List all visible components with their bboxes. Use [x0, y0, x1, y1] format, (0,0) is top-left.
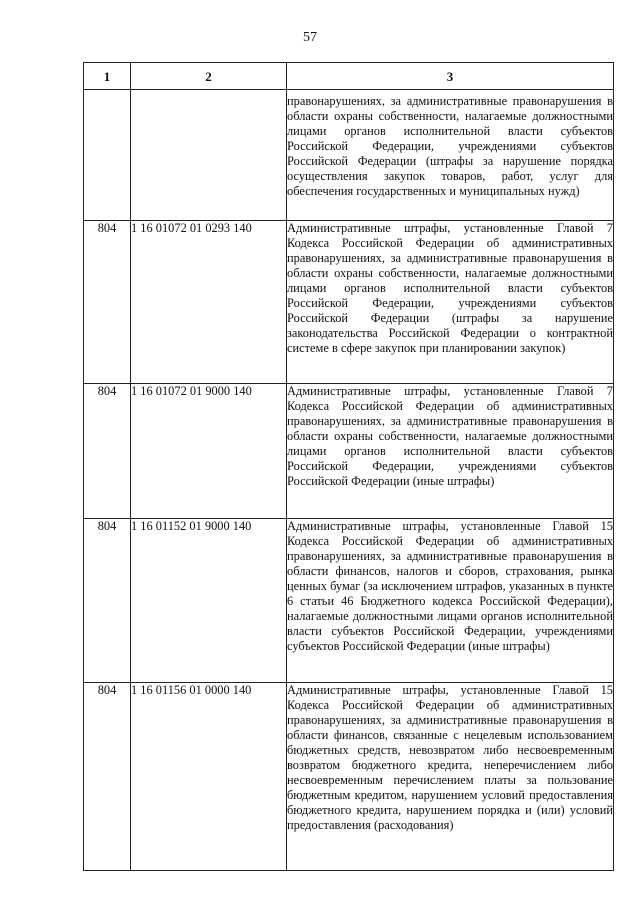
- row-code: 804: [84, 683, 131, 871]
- row-code: 804: [84, 384, 131, 519]
- row-kbk: 1 16 01156 01 0000 140: [131, 683, 287, 871]
- table-row: [84, 221, 614, 384]
- row-description: Административные штрафы, установленные Главой 7 Кодекса Российской Федерации об административных правонарушениях, за административные правонарушения в области охраны собственности, налагаемые должностными лицами органов исполнительной власти субъектов Российской Федерации, учреждениями субъектов Российской Федерации (штрафы за нарушение законодательства Российской Федерации о контрактной системе в сфере закупок при планировании закупок): [287, 221, 614, 384]
- row-description: Административные штрафы, установленные Главой 15 Кодекса Российской Федерации об административных правонарушениях, за административные правонарушения в области финансов, налогов и сборов, страхования, рынка ценных бумаг (за исключением штрафов, указанных в пункте 6 статьи 46 Бюджетного кодекса Российской Федерации), налагаемые должностными лицами органов исполнительной власти субъектов Российской Федерации, учреждениями субъектов Российской Федерации (иные штрафы): [287, 519, 614, 683]
- row-description: Административные штрафы, установленные Главой 15 Кодекса Российской Федерации об административных правонарушениях, за административные правонарушения в области финансов, связанные с нецелевым использованием бюджетных средств, невозвратом либо несвоевременным возвратом бюджетного кредита, неперечислением либо несвоевременным перечислением платы за пользование бюджетным кредитом, нарушением условий предоставления бюджетного кредита, нарушением порядка и (или) условий предоставления (расходования): [287, 683, 614, 871]
- row-description: Административные штрафы, установленные Главой 7 Кодекса Российской Федерации об административных правонарушениях, за административные правонарушения в области охраны собственности, налагаемые должностными лицами органов исполнительной власти субъектов Российской Федерации, учреждениями субъектов Российской Федерации (иные штрафы): [287, 384, 614, 519]
- row-kbk: 1 16 01072 01 0293 140: [131, 221, 287, 384]
- row-kbk: 1 16 01072 01 9000 140: [131, 384, 287, 519]
- table-row: [84, 519, 614, 683]
- table-row: [84, 90, 614, 221]
- header-col-2: 2: [131, 63, 287, 90]
- row-code: 804: [84, 221, 131, 384]
- table-header-row: [84, 63, 614, 90]
- row-kbk: 1 16 01152 01 9000 140: [131, 519, 287, 683]
- row-description: правонарушениях, за административные правонарушения в области охраны собственности, налагаемые должностными лицами органов исполнительной власти субъектов Российской Федерации, учреждениями субъектов Российской Федерации (штрафы за нарушение порядка осуществления закупок товаров, работ, услуг для обеспечения государственных и муниципальных нужд): [287, 90, 614, 221]
- row-code: 804: [84, 519, 131, 683]
- document-table: [83, 62, 614, 871]
- table-row: [84, 384, 614, 519]
- row-kbk: [131, 90, 287, 221]
- header-col-3: 3: [287, 63, 614, 90]
- page-number: 57: [303, 30, 317, 45]
- table-row: [84, 683, 614, 871]
- row-code: [84, 90, 131, 221]
- header-col-1: 1: [84, 63, 131, 90]
